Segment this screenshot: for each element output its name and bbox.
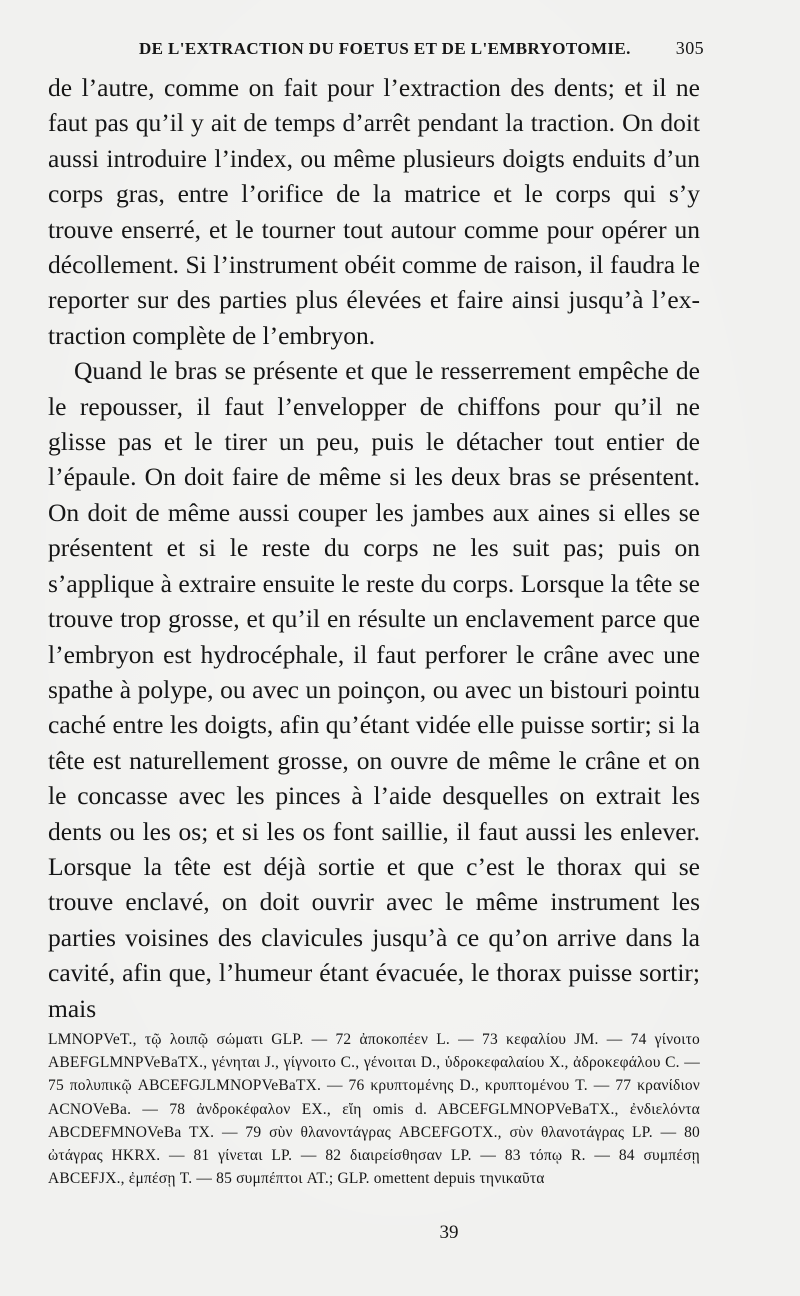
running-header xyxy=(48,38,704,64)
footnotes xyxy=(48,1028,700,1190)
paragraph: de l’autre, comme on fait pour l’extraction des dents; et il ne faut pas qu’il y ait de temps d’arrêt pendant la traction. On doit aussi introduire l’index, ou même plusieurs doigts enduits d’un corps gras, entre l’orifice de la matrice et le corps qui s’y trouve enserré, et le tourner tout autour comme pour opérer un décollement. Si l’instrument obéit comme de raison, il faudra le reporter sur des parties plus élevées et faire ainsi jusqu’à l’extraction complète de l’embryon. xyxy=(48,73,700,350)
signature-mark: 39 xyxy=(439,1222,459,1243)
page-number: 305 xyxy=(675,38,704,58)
running-title: DE L'EXTRACTION DU FOETUS ET DE L'EMBRYOTOMIE. xyxy=(138,39,631,58)
critical-apparatus: LMNOPVeT., τῷ λοιπῷ σώματι GLP. — 72 ἀποκοπέεν L. — 73 κεφαλίου JM. — 74 γίνοιτο ABEFGLMNPVeBaTX., γένηται J., γίγνοιτο C., γένοιται D., ὑδροκεφαλαίου X., ἀδροκεφάλου C. — 75 πολυπικῷ ABCEFGJLMNOPVeBaTX. — 76 κρυπτομένης D., κρυπτομένου T. — 77 κρανίδιον ACNOVeBa. — 78 ἀνδροκέφαλον EX., εἴη omis d. ABCEFGLMNOPVeBaTX., ἐνδιελόντα ABCDEFMNOVeBa TX. — 79 σὺν θλανοντάγρας ABCEFGOTX., σὺν θλανοτάγρας LP. — 80 ὠτάγρας HKRX. — 81 γίνεται LP. — 82 διαιρείσθησαν LP. — 83 τόπῳ R. — 84 συμπέσῃ ABCEFJX., ἐμπέσῃ T. — 85 συμπέπτοι AT.; GLP. omettent depuis τηνικαῦτα xyxy=(48,1031,700,1188)
paragraph: Quand le bras se présente et que le resserrement empêche de le repousser, il faut l’envelopper de chiffons pour qu’il ne glisse pas et le tirer un peu, puis le détacher tout entier de l’épaule. On doit faire de même si les deux bras se présentent. On doit de même aussi couper les jambes aux aines si elles se présentent et si le reste du corps ne les suit pas; puis on s’applique à extraire ensuite le reste du corps. Lorsque la tête se trouve trop grosse, et qu’il en résulte un enclavement parce que l’embryon est hydrocéphale, il faut perforer le crâne avec une spathe à polype, ou avec un poinçon, ou avec un bistouri pointu caché entre les doigts, afin qu’étant vidée elle puisse sortir; si la tête est naturellement grosse, on ouvre de même le crâne et on le concasse avec les pinces à l’aide desquelles on extrait les dents ou les os; et si les os font saillie, il faut aussi les enlever. Lorsque la tête est déjà sortie et que c’est le thorax qui se trouve enclavé, on doit ouvrir avec le même instrument les parties voisines des clavicules jusqu’à ce qu’on arrive dans la cavité, afin que, l’humeur étant évacuée, le thorax puisse sortir; mais xyxy=(48,356,700,1023)
main-text xyxy=(48,70,700,1026)
